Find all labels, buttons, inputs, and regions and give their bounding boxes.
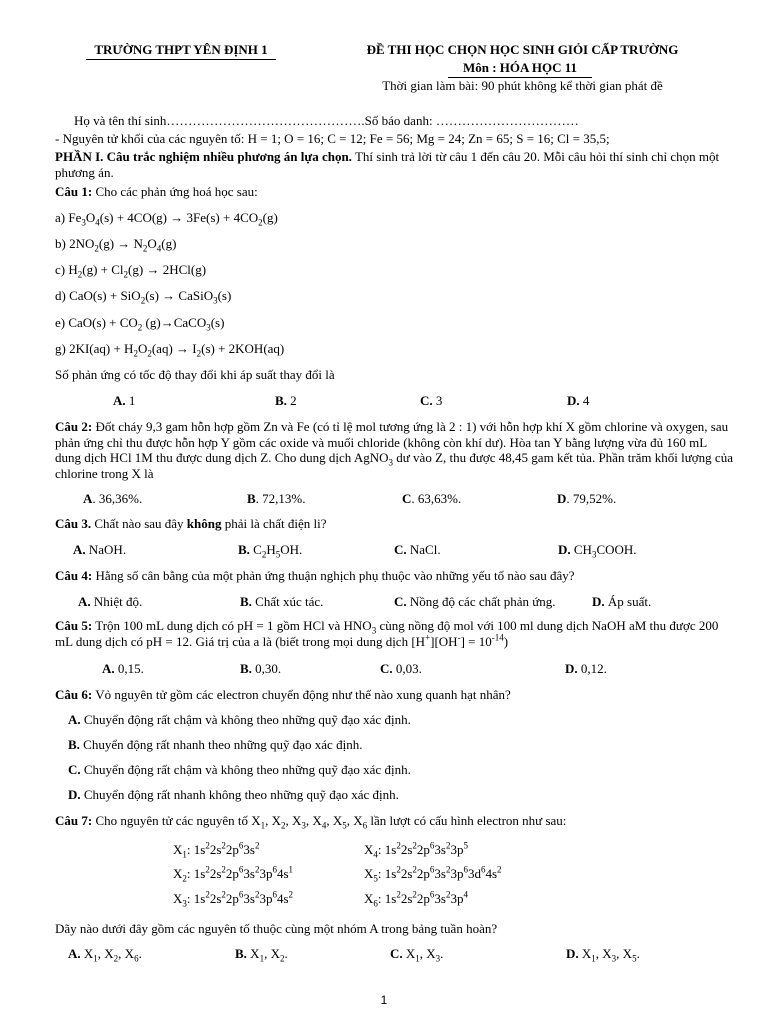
option-b[interactable]: B. Chuyển động rất nhanh theo những quỹ đạo xác định. xyxy=(68,737,363,752)
config-x1: $X_1$: $1s^22s^22p^63s^2$ xyxy=(173,840,260,860)
option-a[interactable]: A. $X_1$, $X_2$, $X_6$. xyxy=(68,946,142,964)
reaction-d: d) CaO(s) + SiO$_2$(s) → CaSiO$_3$(s) xyxy=(55,288,232,306)
option-a[interactable]: A. 1 xyxy=(113,393,136,408)
reaction-a: a) $Fe_3O_4(s) + 4CO(g) \to 3Fe(s) + 4CO_2(g)$ xyxy=(55,210,278,228)
option-d[interactable]: D. Chuyển động rất nhanh không theo những quỹ đạo xác định. xyxy=(68,787,399,802)
option-d[interactable]: D. 4 xyxy=(567,393,590,408)
option-b[interactable]: B. 72,13%. xyxy=(247,491,306,506)
question-label: Câu 1: xyxy=(55,184,93,199)
part1-title: PHẦN I. Câu trắc nghiệm nhiều phương án lựa chọn. xyxy=(55,149,352,164)
option-a[interactable]: A. Chuyển động rất chậm và không theo những quỹ đạo xác định. xyxy=(68,712,411,727)
exam-title: ĐỀ THI HỌC CHỌN HỌC SINH GIỎI CẤP TRƯỜNG xyxy=(366,42,679,57)
config-x4: $X_4$: $1s^22s^22p^63s^23p^5$ xyxy=(364,840,468,860)
option-c[interactable]: C. 3 xyxy=(420,393,443,408)
question-5: Câu 5: Trộn 100 mL dung dịch có pH = 1 gồm HCl và $HNO_3$ cùng nồng độ mol với 100 ml dung dịch NaOH aM thu được 200 mL dung dịch có pH = 12. Giá trị của a là (biết trong mọi dung dịch $[H^+][OH^-] = 10^{-14}$) xyxy=(55,618,719,649)
question-1-prompt: Số phản ứng có tốc độ thay đổi khi áp suất thay đổi là xyxy=(55,367,335,382)
reaction-b: b) $2NO_2(g) \to N_2O_4(g)$ xyxy=(55,236,177,254)
page-number: 1 xyxy=(380,993,388,1007)
question-1 xyxy=(55,184,258,200)
exam-time: Thời gian làm bài: 90 phút không kể thời gian phát đề xyxy=(382,78,663,93)
question-7: Câu 7: Cho nguyên tử các nguyên tố $X_1$, $X_2$, $X_3$, $X_4$, $X_5$, $X_6$ lần lượt có cấu hình electron như sau: xyxy=(55,813,567,831)
reaction-c: c) $H_2(g) + Cl_2(g) \to 2HCl(g)$ xyxy=(55,262,207,280)
part1-instruction: Thí sinh trả lời từ câu 1 đến câu 20. Mỗi câu hỏi thí sinh chỉ chọn một phương án. xyxy=(55,149,720,180)
part1-heading xyxy=(55,149,735,181)
question-6: Câu 6: Vỏ nguyên tử gồm các electron chuyển động như thế nào xung quanh hạt nhân? xyxy=(55,687,511,702)
question-4: Câu 4: Hằng số cân bằng của một phản ứng thuận nghịch phụ thuộc vào những yếu tố nào sau đây? xyxy=(55,568,575,583)
option-a[interactable]: A. Nhiệt độ. xyxy=(78,594,143,609)
option-d[interactable]: D. Áp suất. xyxy=(592,594,652,609)
option-d[interactable]: D. $CH_3COOH$. xyxy=(558,542,637,560)
option-b[interactable]: B. Chất xúc tác. xyxy=(240,594,324,609)
option-c[interactable]: C. 63,63%. xyxy=(402,491,462,506)
option-a[interactable]: A. 0,15. xyxy=(102,661,144,676)
option-d[interactable]: D. 0,12. xyxy=(565,661,607,676)
config-x6: $X_6$: $1s^22s^22p^63s^23p^4$ xyxy=(364,889,468,909)
school-name: TRƯỜNG THPT YÊN ĐỊNH 1 xyxy=(86,42,276,60)
config-x2: $X_2$: $1s^22s^22p^63s^23p^64s^1$ xyxy=(173,864,293,884)
config-x5: $X_5$: $1s^22s^22p^63s^23p^63d^64s^2$ xyxy=(364,864,502,884)
question-2: Câu 2: Đốt cháy 9,3 gam hỗn hợp gồm Zn và Fe (có tỉ lệ mol tương ứng là 2 : 1) với hỗn hợp khí X gồm chlorine và oxygen, sau phản ứng chỉ thu được hỗn hợp Y gồm các oxide và muối chloride (không còn khí dư). Hòa tan Y bằng lượng vừa đủ 160 mL dung dịch HCl 1M thu được dung dịch Z. Cho dung dịch AgNO$_3$ dư vào Z, thu được 48,45 gam kết tủa. Phần trăm khối lượng của chlorine trong X là xyxy=(55,419,733,481)
student-info-line: Họ và tên thí sinh……………………………………….Số báo danh: …………………………… xyxy=(74,113,579,128)
question-label: Câu 2: xyxy=(55,419,93,434)
option-b[interactable]: B. $C_2H_5OH$. xyxy=(238,542,303,560)
option-b[interactable]: B. $X_1$, $X_2$. xyxy=(235,946,288,964)
atomic-masses-line: - Nguyên tử khối của các nguyên tố: H = 1; O = 16; C = 12; Fe = 56; Mg = 24; Zn = 65; S = 16; Cl = 35,5; xyxy=(55,131,610,146)
question-3: Câu 3. Chất nào sau đây không phải là chất điện li? xyxy=(55,516,327,531)
config-x3: $X_3$: $1s^22s^22p^63s^23p^64s^2$ xyxy=(173,889,293,909)
subject-title: Môn : HÓA HỌC 11 xyxy=(448,60,592,78)
question-text: Cho các phản ứng hoá học sau: xyxy=(92,184,258,199)
option-d[interactable]: D. $X_1$, $X_3$, $X_5$. xyxy=(566,946,640,964)
option-c[interactable]: C. Nồng độ các chất phản ứng. xyxy=(394,594,556,609)
reaction-g: g) $2KI(aq) + H_2O_2(aq) \to I_2(s) + 2KOH(aq)$ xyxy=(55,341,285,359)
option-d[interactable]: D. 79,52%. xyxy=(557,491,617,506)
option-c[interactable]: C. Chuyển động rất chậm và không theo những quỹ đạo xác định. xyxy=(68,762,411,777)
option-c[interactable]: C. $X_1$, $X_3$. xyxy=(390,946,444,964)
option-a[interactable]: A. NaOH. xyxy=(73,542,127,557)
option-b[interactable]: B. 2 xyxy=(275,393,297,408)
option-c[interactable]: C. 0,03. xyxy=(380,661,422,676)
reaction-e: e) $CaO(s) + CO_2$ (g)→CaCO$_3$(s) xyxy=(55,315,225,333)
option-b[interactable]: B. 0,30. xyxy=(240,661,282,676)
question-7-prompt: Dãy nào dưới đây gồm các nguyên tố thuộc cùng một nhóm A trong bảng tuần hoàn? xyxy=(55,921,498,936)
option-c[interactable]: C. NaCl. xyxy=(394,542,441,557)
option-a[interactable]: A. 36,36%. xyxy=(83,491,143,506)
